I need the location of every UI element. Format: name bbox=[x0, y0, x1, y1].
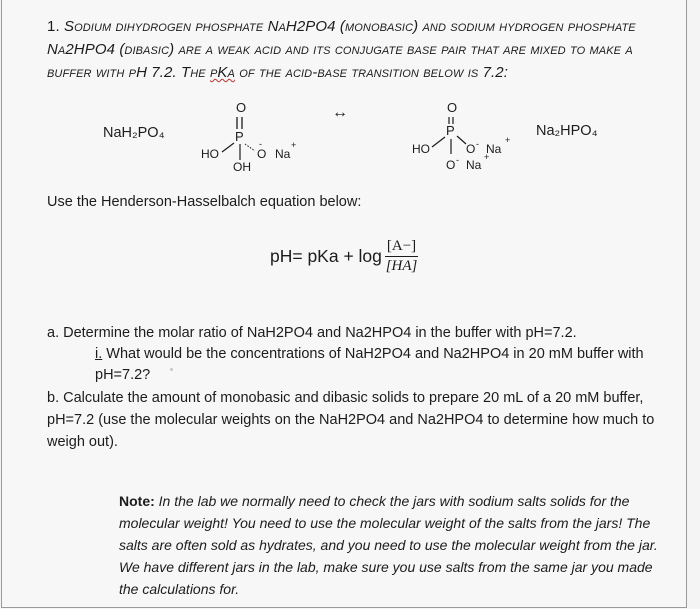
question-heading-tail: of the acid-base transition below is 7.2: bbox=[234, 64, 508, 81]
di-top-oxygen: O bbox=[447, 100, 458, 115]
part-a-i-number: i. bbox=[95, 346, 103, 362]
di-oxygen-anion-bottom: O bbox=[446, 158, 456, 172]
di-minus-charge-bottom: - bbox=[456, 155, 459, 165]
question-number: 1. bbox=[47, 18, 60, 35]
monobasic-structure bbox=[195, 96, 310, 176]
dibasic-label: Na₂HPO₄ bbox=[536, 123, 598, 139]
dibasic-structure bbox=[408, 96, 533, 176]
di-plus-charge-right: + bbox=[505, 135, 511, 145]
equation-fraction bbox=[385, 238, 418, 275]
mono-phosphorus: P bbox=[235, 129, 244, 144]
di-minus-charge-right: - bbox=[476, 139, 479, 149]
equation-intro: Use the Henderson-Hasselbalch equation below: bbox=[47, 194, 362, 210]
part-a: a. Determine the molar ratio of NaH2PO4 and Na2HPO4 in the buffer with pH=7.2. bbox=[47, 325, 577, 341]
henderson-hasselbalch-equation bbox=[270, 238, 418, 275]
di-sodium-right: Na bbox=[486, 142, 502, 156]
mono-sodium: Na bbox=[275, 147, 291, 161]
equation-numerator: [A−] bbox=[385, 238, 418, 257]
mono-oh-group: OH bbox=[233, 160, 251, 174]
question-heading-text: Sodium dihydrogen phosphate NaH2PO4 (monobasic) and sodium hydrogen phosphate Na2HPO4 (dibasic) are a weak acid and its conjugate base pair that are mixed to make a buffer with pH 7.2. The bbox=[47, 18, 636, 81]
note-label: Note: bbox=[119, 493, 155, 509]
mono-oxygen-anion: O bbox=[257, 147, 267, 161]
di-plus-charge-bottom: + bbox=[484, 152, 490, 162]
equation-lhs: pH= pKa + log bbox=[270, 246, 382, 266]
equation-denominator: [HA] bbox=[385, 258, 418, 274]
di-ho-group: HO bbox=[412, 142, 430, 156]
mono-ho-group: HO bbox=[201, 147, 219, 161]
part-b: b. Calculate the amount of monobasic and dibasic solids to prepare 20 mL of a 20 mM buffer, pH=7.2 (use the molecular weights on the NaH2PO4 and Na2HPO4 to determine how much to weigh out). bbox=[47, 390, 655, 450]
lab-note bbox=[119, 490, 669, 600]
di-sodium-bottom: Na bbox=[466, 158, 482, 172]
stray-mark bbox=[170, 368, 173, 371]
part-a-i-text: What would be the concentrations of NaH2PO4 and Na2HPO4 in 20 mM buffer with pH=7.2? bbox=[95, 346, 644, 383]
note-text: In the lab we normally need to check the jars with sodium salts solids for the molecular weight! You need to use the molecular weight of the salts from the jars! The salts are often sold as hydrates, and you need to use the molecular weight from the jar. We have different jars in the lab, make sure you use salts from the same jar you made the calculations for. bbox=[119, 493, 658, 597]
question-heading bbox=[47, 15, 669, 84]
di-oxygen-anion-right: O bbox=[466, 142, 476, 156]
mono-minus-charge: - bbox=[259, 139, 262, 149]
monobasic-label: NaH₂PO₄ bbox=[103, 125, 165, 141]
mono-top-oxygen: O bbox=[236, 100, 247, 115]
mono-plus-charge: + bbox=[291, 140, 297, 150]
part-a-i bbox=[95, 344, 669, 386]
di-phosphorus: P bbox=[446, 123, 455, 138]
equilibrium-arrow: ↔ bbox=[332, 104, 348, 121]
pka-term: pKa bbox=[209, 64, 235, 81]
